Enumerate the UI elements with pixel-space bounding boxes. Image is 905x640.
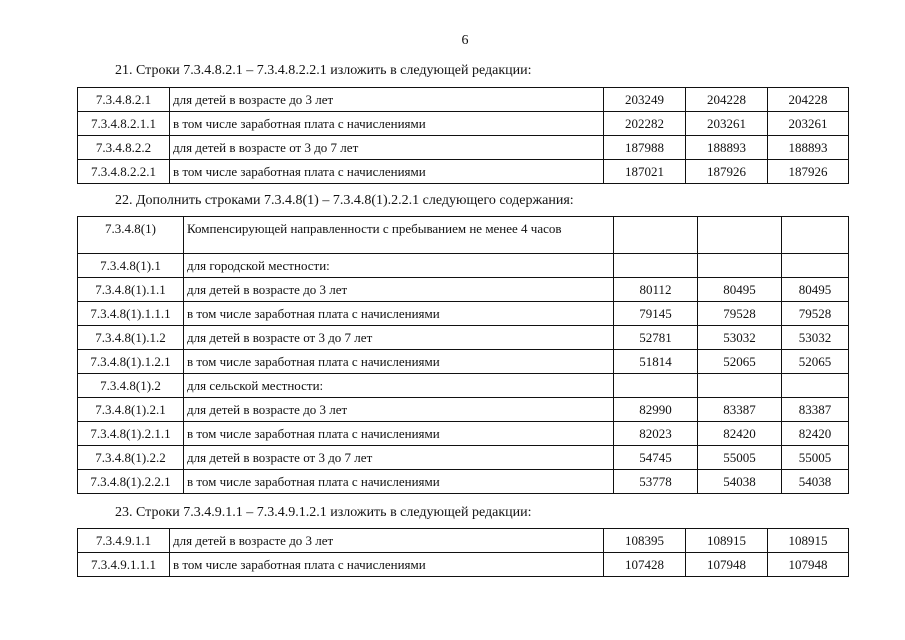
- table-row: [78, 112, 849, 136]
- row-description: в том числе заработная плата с начислениями: [170, 112, 604, 136]
- table-row: [78, 254, 849, 278]
- row-value-3: 107948: [768, 553, 849, 577]
- table-row: [78, 553, 849, 577]
- row-value-1: [614, 217, 698, 254]
- row-description: в том числе заработная плата с начислениями: [170, 553, 604, 577]
- row-value-2: 54038: [698, 470, 782, 494]
- row-description: для детей в возрасте до 3 лет: [170, 529, 604, 553]
- table-row: [78, 529, 849, 553]
- row-value-2: [698, 254, 782, 278]
- page-number: 6: [461, 33, 469, 48]
- row-description: для детей в возрасте до 3 лет: [170, 88, 604, 112]
- row-code: 7.3.4.8.2.1.1: [78, 112, 170, 136]
- row-value-3: 82420: [782, 422, 849, 446]
- table-row: [78, 88, 849, 112]
- row-value-3: 53032: [782, 326, 849, 350]
- table-row: [78, 302, 849, 326]
- row-value-2: 79528: [698, 302, 782, 326]
- row-value-1: 52781: [614, 326, 698, 350]
- row-value-3: 55005: [782, 446, 849, 470]
- row-description: в том числе заработная плата с начислениями: [170, 160, 604, 184]
- row-value-1: 51814: [614, 350, 698, 374]
- table-row: [78, 160, 849, 184]
- row-code: 7.3.4.8.2.1: [78, 88, 170, 112]
- row-code: 7.3.4.8(1).1.2.1: [78, 350, 184, 374]
- row-code: 7.3.4.8.2.2: [78, 136, 170, 160]
- table-row: [78, 374, 849, 398]
- table-row: [78, 422, 849, 446]
- row-value-1: 107428: [604, 553, 686, 577]
- row-code: 7.3.4.8(1).2.1.1: [78, 422, 184, 446]
- row-code: 7.3.4.8(1).2.1: [78, 398, 184, 422]
- row-code: 7.3.4.8(1).1: [78, 254, 184, 278]
- row-value-3: 204228: [768, 88, 849, 112]
- table-row: [78, 350, 849, 374]
- row-code: 7.3.4.8(1): [78, 217, 184, 254]
- row-description: Компенсирующей направленности с пребыванием не менее 4 часов: [184, 217, 614, 254]
- row-description: в том числе заработная плата с начислениями: [184, 422, 614, 446]
- row-value-1: [614, 254, 698, 278]
- row-description: для детей в возрасте от 3 до 7 лет: [184, 326, 614, 350]
- row-value-1: [614, 374, 698, 398]
- row-value-3: 54038: [782, 470, 849, 494]
- row-description: для детей в возрасте до 3 лет: [184, 278, 614, 302]
- row-value-2: 203261: [686, 112, 768, 136]
- table-row: [78, 398, 849, 422]
- row-description: для сельской местности:: [184, 374, 614, 398]
- section-23-heading: 23. Строки 7.3.4.9.1.1 – 7.3.4.9.1.2.1 изложить в следующей редакции:: [115, 505, 532, 520]
- section-21-table: [77, 87, 849, 184]
- row-value-2: 55005: [698, 446, 782, 470]
- row-value-3: 108915: [768, 529, 849, 553]
- row-value-2: 188893: [686, 136, 768, 160]
- row-value-2: 107948: [686, 553, 768, 577]
- row-code: 7.3.4.8(1).2.2: [78, 446, 184, 470]
- row-value-1: 79145: [614, 302, 698, 326]
- row-value-3: 52065: [782, 350, 849, 374]
- row-value-1: 187021: [604, 160, 686, 184]
- table-row: [78, 446, 849, 470]
- row-value-3: [782, 254, 849, 278]
- section-23-table: [77, 528, 849, 577]
- row-description: в том числе заработная плата с начислениями: [184, 470, 614, 494]
- row-code: 7.3.4.9.1.1.1: [78, 553, 170, 577]
- row-code: 7.3.4.8(1).2.2.1: [78, 470, 184, 494]
- row-value-1: 53778: [614, 470, 698, 494]
- row-code: 7.3.4.8.2.2.1: [78, 160, 170, 184]
- row-value-3: 187926: [768, 160, 849, 184]
- row-value-2: 204228: [686, 88, 768, 112]
- row-value-3: [782, 374, 849, 398]
- row-value-1: 54745: [614, 446, 698, 470]
- row-value-2: [698, 217, 782, 254]
- row-code: 7.3.4.9.1.1: [78, 529, 170, 553]
- section-22-table: [77, 216, 849, 494]
- row-value-2: 53032: [698, 326, 782, 350]
- row-value-1: 203249: [604, 88, 686, 112]
- row-value-3: 188893: [768, 136, 849, 160]
- row-value-2: 187926: [686, 160, 768, 184]
- row-value-1: 202282: [604, 112, 686, 136]
- row-value-1: 82023: [614, 422, 698, 446]
- row-description: для детей в возрасте от 3 до 7 лет: [170, 136, 604, 160]
- row-description: в том числе заработная плата с начислениями: [184, 350, 614, 374]
- row-value-2: [698, 374, 782, 398]
- table-row: [78, 136, 849, 160]
- row-code: 7.3.4.8(1).1.1.1: [78, 302, 184, 326]
- row-value-3: [782, 217, 849, 254]
- row-value-1: 187988: [604, 136, 686, 160]
- section-21-heading: 21. Строки 7.3.4.8.2.1 – 7.3.4.8.2.2.1 изложить в следующей редакции:: [115, 63, 532, 78]
- row-value-3: 203261: [768, 112, 849, 136]
- row-value-2: 82420: [698, 422, 782, 446]
- table-row: [78, 217, 849, 254]
- row-value-2: 80495: [698, 278, 782, 302]
- row-code: 7.3.4.8(1).1.1: [78, 278, 184, 302]
- row-value-3: 80495: [782, 278, 849, 302]
- table-row: [78, 278, 849, 302]
- row-description: в том числе заработная плата с начислениями: [184, 302, 614, 326]
- row-description: для детей в возрасте до 3 лет: [184, 398, 614, 422]
- section-22-heading: 22. Дополнить строками 7.3.4.8(1) – 7.3.4.8(1).2.2.1 следующего содержания:: [115, 193, 574, 208]
- row-code: 7.3.4.8(1).2: [78, 374, 184, 398]
- row-value-2: 52065: [698, 350, 782, 374]
- row-value-3: 83387: [782, 398, 849, 422]
- row-value-1: 80112: [614, 278, 698, 302]
- table-row: [78, 470, 849, 494]
- row-code: 7.3.4.8(1).1.2: [78, 326, 184, 350]
- row-description: для детей в возрасте от 3 до 7 лет: [184, 446, 614, 470]
- row-value-2: 83387: [698, 398, 782, 422]
- table-row: [78, 326, 849, 350]
- row-description: для городской местности:: [184, 254, 614, 278]
- row-value-2: 108915: [686, 529, 768, 553]
- row-value-1: 108395: [604, 529, 686, 553]
- row-value-1: 82990: [614, 398, 698, 422]
- row-value-3: 79528: [782, 302, 849, 326]
